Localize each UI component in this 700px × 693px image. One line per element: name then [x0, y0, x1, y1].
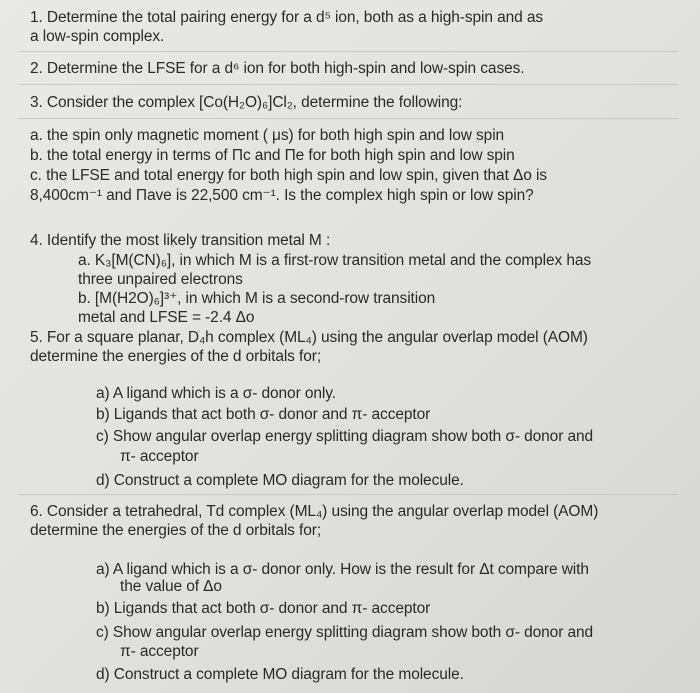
q5-item-c-line2: π- acceptor	[120, 448, 199, 465]
q6-item-d: d) Construct a complete MO diagram for the molecule.	[96, 666, 464, 683]
q6-item-b: b) Ligands that act both σ- donor and π- acceptor	[96, 600, 431, 617]
q3-item-c-line2: 8,400cm⁻¹ and Πave is 22,500 cm⁻¹. Is the complex high spin or low spin?	[30, 187, 534, 204]
q6-item-a-line2: the value of Δo	[120, 578, 222, 595]
q3-line1: 3. Consider the complex [Co(H₂O)₆]Cl₂, determine the following:	[30, 94, 463, 111]
q6-item-a-line1: a) A ligand which is a σ- donor only. How is the result for Δt compare with	[96, 561, 589, 578]
q6-item-c-line2: π- acceptor	[120, 643, 199, 660]
q5-item-c-line1: c) Show angular overlap energy splitting diagram show both σ- donor and	[96, 428, 594, 445]
q6-line2: determine the energies of the d orbitals for;	[30, 522, 322, 539]
q6-item-c-line1: c) Show angular overlap energy splitting diagram show both σ- donor and	[96, 624, 594, 641]
q5-line1: 5. For a square planar, D₄h complex (ML₄) using the angular overlap model (AOM)	[30, 329, 588, 346]
q4-item-b-line1: b. [M(H2O)₆]³⁺, in which M is a second-row transition	[78, 290, 436, 307]
q3-item-b: b. the total energy in terms of Πc and Πe for both high spin and low spin	[30, 147, 515, 164]
q5-item-a: a) A ligand which is a σ- donor only.	[96, 385, 336, 402]
q1-line1: 1. Determine the total pairing energy for a d⁵ ion, both as a high-spin and as	[30, 9, 544, 26]
q3-item-c-line1: c. the LFSE and total energy for both high spin and low spin, given that Δo is	[30, 167, 547, 184]
q4-item-b-line2: metal and LFSE = -2.4 Δo	[78, 309, 255, 326]
divider	[18, 118, 678, 119]
q2-line1: 2. Determine the LFSE for a d⁶ ion for both high-spin and low-spin cases.	[30, 60, 525, 77]
q6-line1: 6. Consider a tetrahedral, Td complex (ML₄) using the angular overlap model (AOM)	[30, 503, 599, 520]
q5-line2: determine the energies of the d orbitals for;	[30, 348, 322, 365]
divider	[18, 84, 678, 85]
q3-item-a: a. the spin only magnetic moment ( μs) for both high spin and low spin	[30, 127, 505, 144]
q4-item-a-line1: a. K₃[M(CN)₆], in which M is a first-row transition metal and the complex has	[78, 252, 592, 269]
divider	[18, 494, 678, 495]
q5-item-b: b) Ligands that act both σ- donor and π- acceptor	[96, 406, 431, 423]
q4-line1: 4. Identify the most likely transition metal M :	[30, 232, 331, 249]
q1-line2: a low-spin complex.	[30, 28, 165, 45]
divider	[18, 51, 678, 52]
q4-item-a-line2: three unpaired electrons	[78, 271, 243, 288]
q5-item-d: d) Construct a complete MO diagram for the molecule.	[96, 472, 464, 489]
